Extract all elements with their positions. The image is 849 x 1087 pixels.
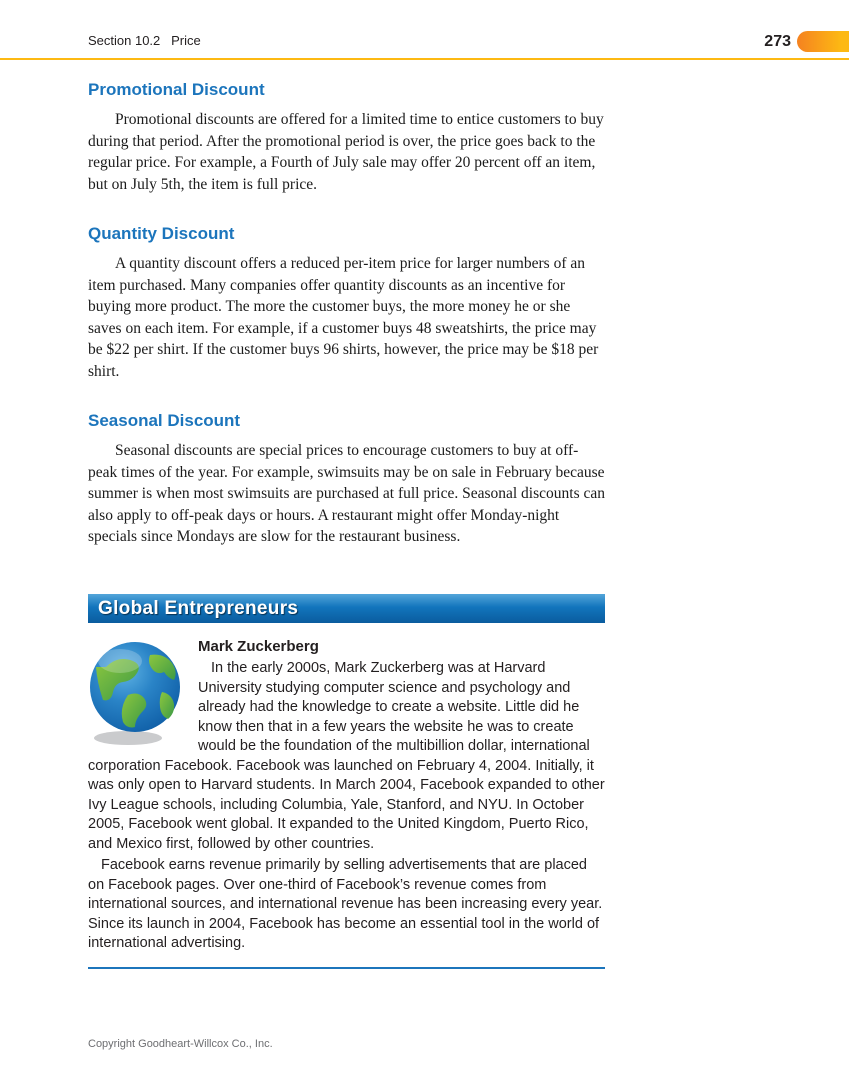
feature-bottom-rule	[88, 967, 605, 969]
feature-paragraph: Facebook earns revenue primarily by selling advertisements that are placed on Facebook pages. Over one-third of Facebook’s revenue comes from international sources, and international revenue has been increasing every year. Since its launch in 2004, Facebook has become an essential tool in the world of international advertising.	[88, 857, 603, 951]
orange-tab-shape	[797, 31, 849, 52]
feature-box-global-entrepreneurs	[88, 594, 605, 969]
page-number: 273	[764, 32, 791, 50]
section-heading: Seasonal Discount	[88, 411, 241, 430]
feature-title: Mark Zuckerberg	[198, 637, 319, 655]
section-quantity-discount	[88, 224, 605, 382]
section-body: A quantity discount offers a reduced per-item price for larger numbers of an item purchased. Many companies offer quantity discounts as an incentive for buying more product. The more the customer buys, the more money he or she saves on each item. For example, if a customer buys 48 sweatshirts, the price may be $22 per shirt. If the customer buys 96 shirts, however, the price may be $18 per shirt.	[88, 255, 599, 380]
page-content	[88, 60, 605, 969]
globe-icon	[88, 637, 184, 747]
running-head: Section 10.2 Price	[88, 33, 201, 48]
section-body: Promotional discounts are offered for a limited time to entice customers to buy during that period. After the promotional period is over, the price goes back to the regular price. For example, a Fourth of July sale may offer 20 percent off an item, but on July 5th, the item is full price.	[88, 111, 604, 193]
section-body: Seasonal discounts are special prices to encourage customers to buy at off-peak times of the year. For example, swimsuits may be on sale in February because summer is when most swimsuits are purchased at full price. Seasonal discounts can also apply to off-peak days or hours. A restaurant might offer Monday-night specials since Mondays are slow for the restaurant business.	[88, 442, 605, 545]
feature-paragraph: In the early 2000s, Mark Zuckerberg was at Harvard University studying computer science and psychology and already had the knowledge to create a website. Little did he know then that in a few years the website he was to create would be the foundation of the multibillion dollar, international corporation Facebook. Facebook was launched on February 4, 2004. Initially, it was only open to Harvard students. In March 2004, Facebook expanded to other Ivy League schools, including Columbia, Yale, Stanford, and NYU. In October 2005, Facebook went global. It expanded to the United Kingdom, Puerto Rico, and Mexico first, followed by other countries.	[88, 660, 605, 852]
page-number-tab	[764, 31, 849, 52]
section-promotional-discount	[88, 80, 605, 195]
copyright-notice: Copyright Goodheart-Willcox Co., Inc.	[88, 1038, 273, 1050]
section-heading: Promotional Discount	[88, 80, 265, 99]
page-header	[0, 0, 849, 60]
section-heading: Quantity Discount	[88, 224, 235, 243]
feature-body	[88, 623, 605, 969]
feature-banner: Global Entrepreneurs	[88, 594, 605, 623]
section-seasonal-discount	[88, 411, 605, 548]
